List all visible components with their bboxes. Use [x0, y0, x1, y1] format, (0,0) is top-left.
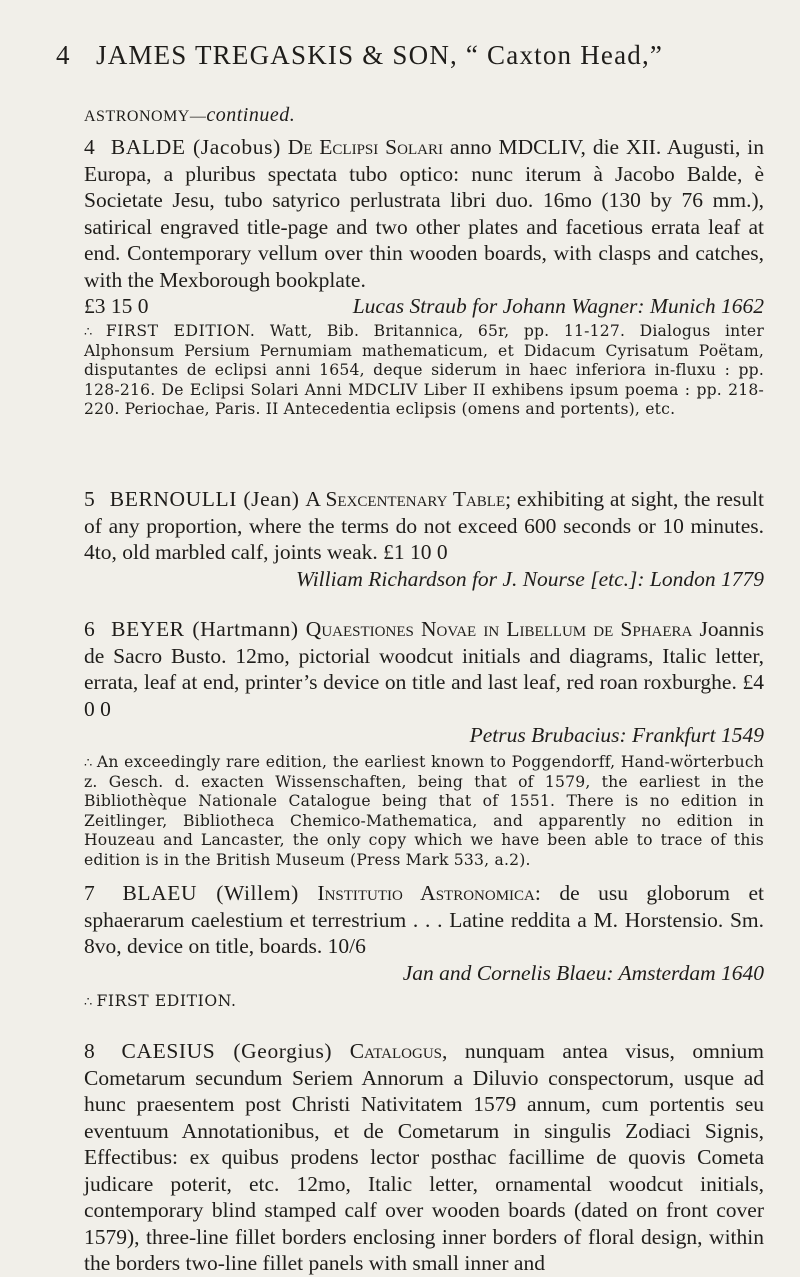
- catalogue-entry-4: [84, 134, 764, 420]
- entry-title: A Sexcentenary Table;: [305, 487, 512, 511]
- note-text: An exceedingly rare edition, the earliest known to Poggendorff, Hand-wörterbuch z. Gesch. d. exacten Wissenschaften, being that of 1579, the earliest in the Bibliothèque Nationale Catalogue being that of 1551. There is no edition in Zeitlinger, Bibliotheca Chemico-Mathematica, and apparently no edition in Houzeau and Lancaster, the only copy which we have been able to trace of this edition is in the British Museum (Press Mark 533, a.2).: [84, 752, 764, 869]
- asterism-icon: ∴: [84, 755, 92, 771]
- page-number: 4: [56, 40, 71, 70]
- entry-title: Catalogus,: [349, 1039, 448, 1063]
- entry-description: [84, 880, 764, 960]
- entry-note: [84, 992, 764, 1012]
- entry-description: [84, 486, 764, 566]
- entry-title: Quaestiones Novae in Libellum de Sphaera: [305, 617, 693, 641]
- entry-price: £3 15 0: [84, 294, 149, 318]
- entry-body: de usu globorum et sphaerarum caelestium et terrestrium . . . Latine reddita a M. Horstensio. Sm. 8vo, device on title, boards.: [84, 881, 764, 958]
- entry-body: Joannis de Sacro Busto. 12mo, pictorial woodcut initials and diagrams, Italic letter, errata, leaf at end, printer’s device on title and last leaf, red roan roxburghe.: [84, 617, 764, 694]
- section-label-continued: continued.: [206, 104, 296, 126]
- section-label: ASTRONOMY—: [84, 108, 207, 125]
- note-lead: FIRST EDITION.: [105, 321, 256, 340]
- entry-description: [84, 1038, 764, 1277]
- entry-price: £1 10 0: [383, 540, 448, 564]
- asterism-icon: ∴: [84, 995, 92, 1010]
- entry-number: 8: [84, 1039, 95, 1063]
- entry-body: exhibiting at sight, the result of any proportion, where the terms do not exceed 600 seconds or 10 minutes. 4to, old marbled calf, joints weak.: [84, 487, 764, 564]
- running-header: [56, 40, 776, 71]
- entry-author: BLAEU (Willem): [122, 881, 299, 905]
- entry-author: BALDE (Jacobus): [110, 135, 281, 159]
- entry-imprint: William Richardson for J. Nourse [etc.]: London 1779: [295, 566, 764, 591]
- entry-price-line: [84, 293, 764, 320]
- entry-author: BEYER (Hartmann): [111, 617, 299, 641]
- catalogue-entry-7: [84, 880, 764, 1012]
- catalogue-entry-6: [84, 616, 764, 870]
- entry-imprint: Lucas Straub for Johann Wagner: Munich 1662: [352, 294, 764, 318]
- note-text: Watt, Bib. Britannica, 65r, pp. 11-127. Dialogus inter Alphonsum Persium Pernumiam mathematicum, et Didacum Cyrisatum Poëtam, disputantes de eclipsi anni 1654, deque siderum in haec inferiora in-fluxu : pp. 128-216. De Eclipsi Solari Anni MDCLIV Liber II exhibens ipsum poema : pp. 218-220. Periochae, Paris. II Antecedentia eclipsis (omens and portents), etc.: [84, 321, 764, 419]
- asterism-icon: ∴: [84, 324, 92, 340]
- running-title: JAMES TREGASKIS & SON, “ Caxton Head,”: [96, 40, 664, 70]
- entry-description: [84, 134, 764, 293]
- entry-body: nunquam antea visus, omnium Cometarum secundum Seriem Annorum a Diluvio conspectorum, usque ad hunc praesentem post Christi Nativitatem 1579 annum, cum portentis seu eventuum Annotationibus, et de Cometarum in singulis Zodiaci Signis, Effectibus: ex quibus prodens lector posthac facillime de quovis Cometa judicare poterit, etc. 12mo, Italic letter, ornamental woodcut initials, contemporary blind stamped calf over wooden boards (dated on front cover 1579), three-line fillet borders enclosing inner borders of floral design, within the borders two-line fillet panels with small inner and: [84, 1039, 765, 1275]
- entry-body: anno MDCLIV, die XII. Augusti, in Europa, a pluribus spectata tubo optico: nunc iterum à Jacobo Balde, è Societate Jesu, tubo satyrico perlustrata libri duo. 16mo (130 by 76 mm.), satirical engraved title-page and two other plates and facetious errata leaf at end. Contemporary vellum over thin wooden boards, with clasps and catches, with the Mexborough bookplate.: [84, 135, 764, 292]
- catalogue-entry-5: [84, 486, 764, 592]
- entry-title: Institutio Astronomica:: [317, 881, 541, 905]
- entry-note: [84, 322, 764, 420]
- note-lead: FIRST EDITION.: [96, 992, 237, 1010]
- entry-author: CAESIUS (Georgius): [121, 1039, 333, 1063]
- section-heading: [84, 104, 295, 127]
- entry-imprint: Petrus Brubacius: Frankfurt 1549: [469, 723, 764, 747]
- catalogue-entry-8: [84, 1038, 764, 1277]
- entry-price: 10/6: [327, 934, 366, 958]
- entry-number: 6: [84, 617, 95, 641]
- entry-title: De Eclipsi Solari: [287, 135, 443, 159]
- entry-number: 5: [84, 487, 95, 511]
- entry-note: [84, 753, 764, 870]
- entry-number: 7: [84, 881, 95, 905]
- entry-number: 4: [84, 135, 95, 159]
- entry-imprint: Jan and Cornelis Blaeu: Amsterdam 1640: [402, 960, 764, 985]
- entry-description: [84, 616, 764, 722]
- entry-price: £4 0 0: [84, 670, 765, 721]
- entry-author: BERNOULLI (Jean): [109, 487, 300, 511]
